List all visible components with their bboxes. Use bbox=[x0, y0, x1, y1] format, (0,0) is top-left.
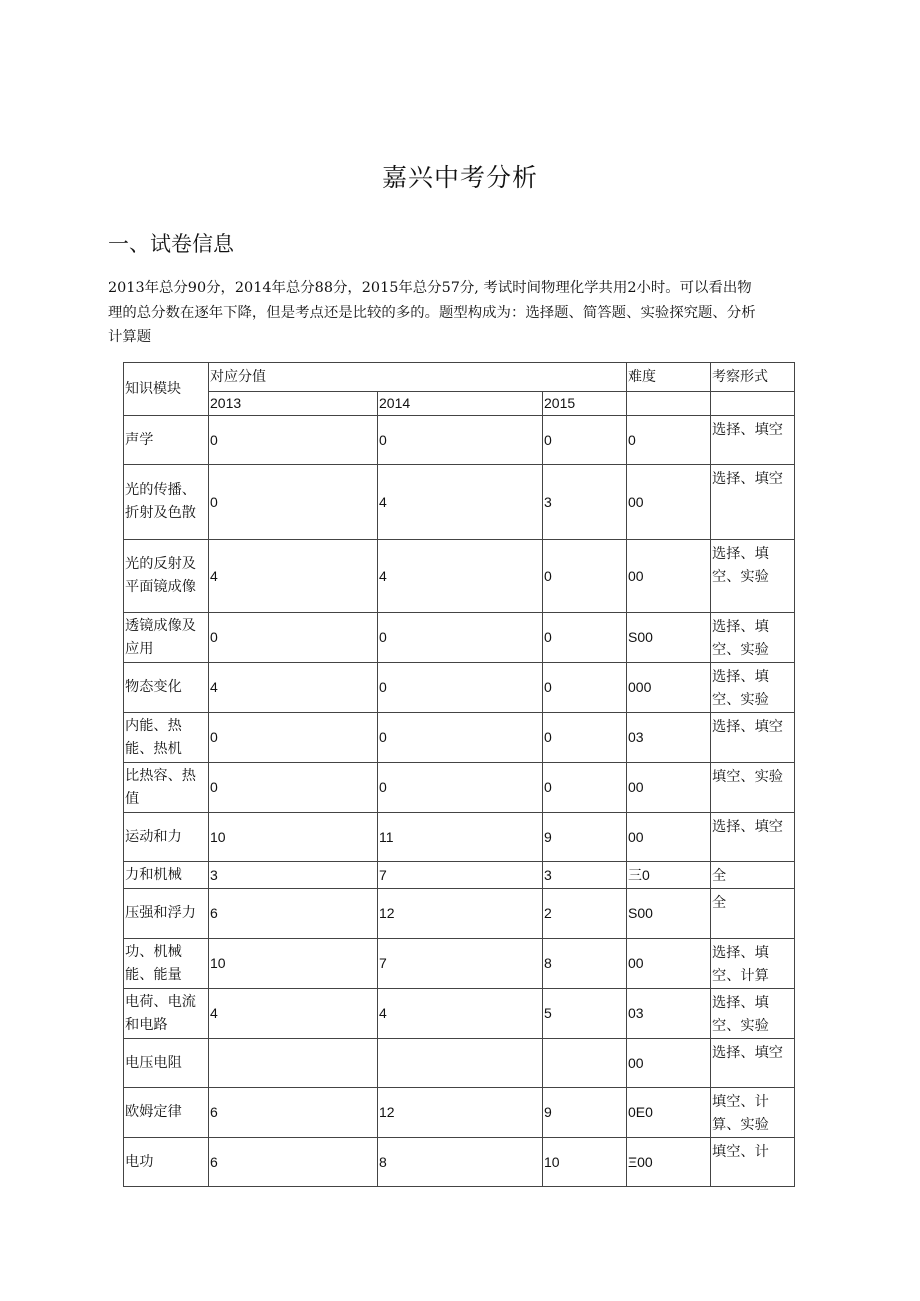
score-2014-cell: 0 bbox=[378, 763, 543, 813]
form-cell: 填空、实验 bbox=[711, 763, 795, 813]
score-2015-cell: 3 bbox=[543, 862, 627, 889]
difficulty-cell: Ξ00 bbox=[627, 1138, 711, 1187]
module-cell: 电功 bbox=[124, 1138, 209, 1187]
form-cell: 选择、填空 bbox=[711, 465, 795, 540]
paragraph-line: 计算题 bbox=[108, 329, 152, 345]
score-2015-cell: 9 bbox=[543, 1088, 627, 1138]
table-year-row bbox=[124, 392, 795, 416]
form-cell: 选择、填空 bbox=[711, 713, 795, 763]
score-2013-cell: 10 bbox=[209, 813, 378, 862]
form-cell: 选择、填空、实验 bbox=[711, 613, 795, 663]
difficulty-cell: 00 bbox=[627, 465, 711, 540]
score-2013-cell: 4 bbox=[209, 663, 378, 713]
form-cell: 选择、填空 bbox=[711, 416, 795, 465]
difficulty-cell: 00 bbox=[627, 1039, 711, 1088]
module-cell: 物态变化 bbox=[124, 663, 209, 713]
score-2015-cell: 0 bbox=[543, 663, 627, 713]
difficulty-cell: 00 bbox=[627, 540, 711, 613]
score-2013-cell: 6 bbox=[209, 1138, 378, 1187]
difficulty-cell: S00 bbox=[627, 889, 711, 939]
difficulty-cell: 00 bbox=[627, 939, 711, 989]
module-cell: 功、机械能、能量 bbox=[124, 939, 209, 989]
difficulty-cell: 0 bbox=[627, 416, 711, 465]
header-difficulty: 难度 bbox=[627, 363, 711, 392]
score-2014-cell: 7 bbox=[378, 939, 543, 989]
score-2015-cell: 0 bbox=[543, 613, 627, 663]
module-cell: 声学 bbox=[124, 416, 209, 465]
score-2014-cell: 0 bbox=[378, 663, 543, 713]
header-form: 考察形式 bbox=[711, 363, 795, 392]
module-cell: 光的传播、折射及色散 bbox=[124, 465, 209, 540]
score-2015-cell bbox=[543, 1039, 627, 1088]
form-cell: 选择、填空、实验 bbox=[711, 663, 795, 713]
score-table bbox=[123, 362, 795, 1187]
module-cell: 内能、热能、热机 bbox=[124, 713, 209, 763]
table-row bbox=[124, 1138, 795, 1187]
score-2013-cell bbox=[209, 1039, 378, 1088]
section-heading: 一、试卷信息 bbox=[108, 232, 234, 256]
score-2015-cell: 0 bbox=[543, 540, 627, 613]
score-2015-cell: 0 bbox=[543, 416, 627, 465]
difficulty-cell: 03 bbox=[627, 989, 711, 1039]
module-cell: 力和机械 bbox=[124, 862, 209, 889]
form-cell: 全 bbox=[711, 889, 795, 939]
form-cell: 选择、填空、实验 bbox=[711, 989, 795, 1039]
table-row bbox=[124, 613, 795, 663]
form-cell: 选择、填空 bbox=[711, 813, 795, 862]
score-2014-cell: 4 bbox=[378, 989, 543, 1039]
module-cell: 比热容、热值 bbox=[124, 763, 209, 813]
score-2014-cell: 11 bbox=[378, 813, 543, 862]
module-cell: 电荷、电流和电路 bbox=[124, 989, 209, 1039]
table-row bbox=[124, 663, 795, 713]
table-row bbox=[124, 889, 795, 939]
score-2015-cell: 2 bbox=[543, 889, 627, 939]
difficulty-cell: S00 bbox=[627, 613, 711, 663]
paragraph-line: 2013年总分90分，2014年总分88分，2015年总分57分, 考试时间物理化学共用2小时。可以看出物 bbox=[108, 280, 752, 296]
score-2015-cell: 0 bbox=[543, 713, 627, 763]
score-2013-cell: 0 bbox=[209, 763, 378, 813]
score-2015-cell: 10 bbox=[543, 1138, 627, 1187]
difficulty-cell: 三0 bbox=[627, 862, 711, 889]
table-row bbox=[124, 1088, 795, 1138]
paragraph-line: 理的总分数在逐年下降，但是考点还是比较的多的。题型构成为：选择题、简答题、实验探究题、分析 bbox=[108, 304, 756, 321]
score-2013-cell: 6 bbox=[209, 889, 378, 939]
score-2015-cell: 5 bbox=[543, 989, 627, 1039]
table-row bbox=[124, 862, 795, 889]
table-row bbox=[124, 540, 795, 613]
table-row bbox=[124, 813, 795, 862]
score-2013-cell: 4 bbox=[209, 989, 378, 1039]
form-cell: 填空、计 bbox=[711, 1138, 795, 1187]
table-row bbox=[124, 465, 795, 540]
header-year: 2014 bbox=[378, 392, 543, 416]
score-2015-cell: 0 bbox=[543, 763, 627, 813]
table-row bbox=[124, 416, 795, 465]
score-2014-cell: 0 bbox=[378, 416, 543, 465]
score-2014-cell: 12 bbox=[378, 889, 543, 939]
header-year: 2013 bbox=[209, 392, 378, 416]
table-row bbox=[124, 763, 795, 813]
difficulty-cell: 00 bbox=[627, 763, 711, 813]
module-cell: 运动和力 bbox=[124, 813, 209, 862]
score-2014-cell: 4 bbox=[378, 465, 543, 540]
score-2013-cell: 0 bbox=[209, 613, 378, 663]
score-2013-cell: 0 bbox=[209, 465, 378, 540]
header-empty bbox=[627, 392, 711, 416]
table-header-row bbox=[124, 363, 795, 392]
table-row bbox=[124, 1039, 795, 1088]
score-2014-cell: 7 bbox=[378, 862, 543, 889]
score-2015-cell: 3 bbox=[543, 465, 627, 540]
difficulty-cell: 03 bbox=[627, 713, 711, 763]
header-knowledge: 知识模块 bbox=[124, 363, 209, 416]
score-2014-cell bbox=[378, 1039, 543, 1088]
score-2013-cell: 4 bbox=[209, 540, 378, 613]
table-row bbox=[124, 939, 795, 989]
score-2013-cell: 0 bbox=[209, 713, 378, 763]
module-cell: 压强和浮力 bbox=[124, 889, 209, 939]
form-cell: 选择、填空、计算 bbox=[711, 939, 795, 989]
difficulty-cell: 00 bbox=[627, 813, 711, 862]
score-2013-cell: 10 bbox=[209, 939, 378, 989]
score-2015-cell: 8 bbox=[543, 939, 627, 989]
module-cell: 欧姆定律 bbox=[124, 1088, 209, 1138]
header-year: 2015 bbox=[543, 392, 627, 416]
score-2013-cell: 3 bbox=[209, 862, 378, 889]
module-cell: 电压电阻 bbox=[124, 1039, 209, 1088]
table-row bbox=[124, 713, 795, 763]
page-title: 嘉兴中考分析 bbox=[381, 163, 538, 192]
score-2013-cell: 0 bbox=[209, 416, 378, 465]
score-2015-cell: 9 bbox=[543, 813, 627, 862]
score-2014-cell: 0 bbox=[378, 713, 543, 763]
difficulty-cell: 000 bbox=[627, 663, 711, 713]
score-2014-cell: 4 bbox=[378, 540, 543, 613]
intro-paragraph bbox=[108, 276, 804, 350]
score-2014-cell: 8 bbox=[378, 1138, 543, 1187]
form-cell: 选择、填空 bbox=[711, 1039, 795, 1088]
difficulty-cell: 0E0 bbox=[627, 1088, 711, 1138]
score-2014-cell: 12 bbox=[378, 1088, 543, 1138]
header-empty bbox=[711, 392, 795, 416]
header-scores: 对应分值 bbox=[209, 363, 627, 392]
module-cell: 透镜成像及应用 bbox=[124, 613, 209, 663]
form-cell: 选择、填空、实验 bbox=[711, 540, 795, 613]
score-2013-cell: 6 bbox=[209, 1088, 378, 1138]
score-2014-cell: 0 bbox=[378, 613, 543, 663]
form-cell: 全 bbox=[711, 862, 795, 889]
table-row bbox=[124, 989, 795, 1039]
module-cell: 光的反射及平面镜成像 bbox=[124, 540, 209, 613]
form-cell: 填空、计算、实验 bbox=[711, 1088, 795, 1138]
